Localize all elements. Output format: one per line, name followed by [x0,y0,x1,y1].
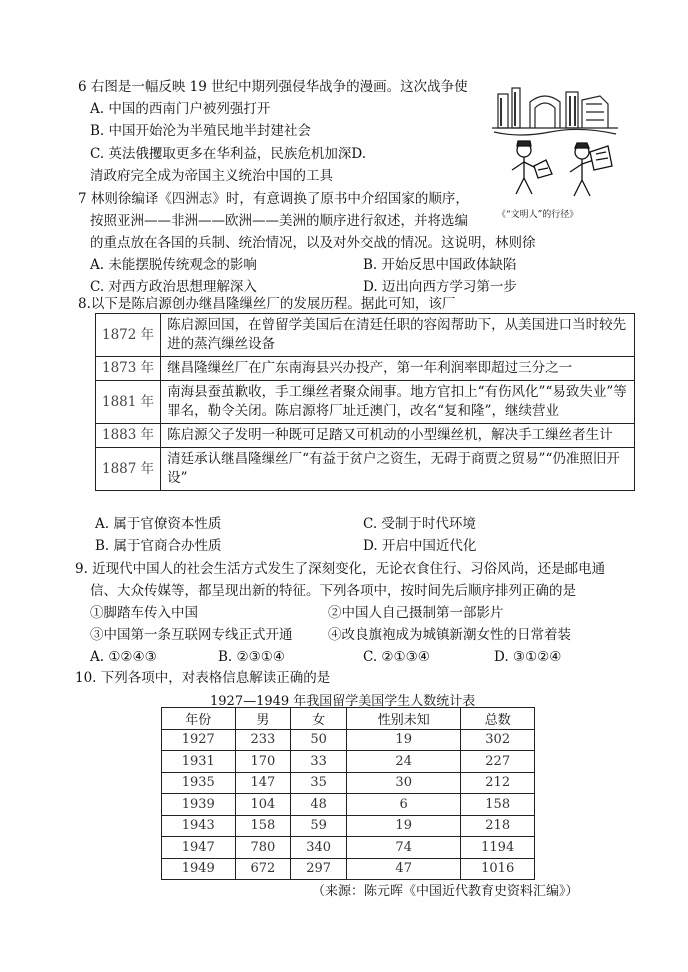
cell-male: 170 [235,751,291,773]
q7-option-a: A. 未能摆脱传统观念的影响 [90,257,257,273]
q9-stem-line1: 9. 近现代中国人的社会生活方式发生了深刻变化，无论衣食住行、习俗风尚，还是邮电通 [75,561,606,577]
cell-total: 212 [461,772,535,794]
cell-total: 1016 [461,858,535,880]
q7-stem-line3: 的重点放在各国的兵制、统治情况，以及对外交战的情况。这说明，林则徐 [90,235,536,251]
timeline-year: 1883 年 [96,424,161,448]
q7-option-d: D. 迈出向西方学习第一步 [363,279,517,295]
timeline-event: 南海县蚕茧歉收，手工缫丝者聚众闹事。地方官扣上“有伤风化”“易致失业”等罪名，勒令关闭。陈启源将厂址迁澳门，改名“复和隆”，继续营业 [161,381,635,424]
q6-stem: 6 右图是一幅反映 19 世纪中期列强侵华战争的漫画。这次战争使 [78,79,468,95]
cell-total: 302 [461,729,535,751]
table-title: 1927—1949 年我国留学美国学生人数统计表 [210,694,476,709]
timeline-year: 1881 年 [96,381,161,424]
q7-stem-line1: 7 林则徐编译《四洲志》时，有意调换了原书中介绍国家的顺序， [78,191,469,207]
cell-female: 48 [291,794,347,816]
q8-timeline-table [95,313,635,491]
cell-male: 672 [235,858,291,880]
column-header: 男 [235,708,291,730]
q8-option-b: B. 属于官商合办性质 [95,538,222,554]
table-row [162,772,535,794]
timeline-year: 1887 年 [96,448,161,491]
cell-female: 297 [291,858,347,880]
timeline-year: 1873 年 [96,357,161,381]
q7-stem-line2: 按照亚洲——非洲——欧洲——美洲的顺序进行叙述，并将选编 [90,213,468,229]
column-header: 总数 [461,708,535,730]
cell-male: 147 [235,772,291,794]
table-row [96,424,635,448]
q6-option-d: 清政府完全成为帝国主义统治中国的工具 [90,168,333,184]
cell-total: 158 [461,794,535,816]
table-header-row [162,708,535,730]
column-header: 年份 [162,708,236,730]
students-stats-table [161,707,535,880]
q8-option-d: D. 开启中国近代化 [363,538,477,554]
table-row [162,794,535,816]
timeline-event: 清廷承认继昌隆缫丝厂“有益于贫户之资生，无碍于商贾之贸易”“仍准照旧开设” [161,448,635,491]
cell-female: 33 [291,751,347,773]
column-header: 女 [291,708,347,730]
q6-option-a: A. 中国的西南门户被列强打开 [90,101,271,117]
column-header: 性别未知 [347,708,461,730]
table-row [96,357,635,381]
table-row [96,381,635,424]
q9-option-b: B. ②③①④ [218,649,285,665]
q9-item-2: ②中国人自己摄制第一部影片 [328,605,504,621]
q9-item-4: ④改良旗袍成为城镇新潮女性的日常着装 [328,627,571,643]
table-row [162,729,535,751]
q8-stem: 8.以下是陈启源创办继昌隆缫丝厂的发展历程。据此可知，该厂 [78,296,456,312]
cell-female: 59 [291,815,347,837]
cell-total: 1194 [461,837,535,859]
timeline-event: 继昌隆缫丝厂在广东南海县兴办投产，第一年利润率即超过三分之一 [161,357,635,381]
q9-option-c: C. ②①③④ [363,649,430,665]
cell-year: 1935 [162,772,236,794]
cell-male: 104 [235,794,291,816]
cell-total: 218 [461,815,535,837]
table-row [162,858,535,880]
cell-male: 158 [235,815,291,837]
timeline-event: 陈启源回国，在曾留学美国后在清廷任职的容闳帮助下，从美国进口当时较先进的蒸汽缫丝设备 [161,314,635,357]
cell-total: 227 [461,751,535,773]
table-row [162,751,535,773]
cartoon-illustration [490,82,620,200]
timeline-year: 1872 年 [96,314,161,357]
cell-unknown: 47 [347,858,461,880]
q9-option-d: D. ③①②④ [494,649,562,665]
q6-option-c: C. 英法俄攫取更多在华利益，民族危机加深D. [90,146,367,162]
cell-year: 1927 [162,729,236,751]
q9-item-3: ③中国第一条互联网专线正式开通 [90,627,293,643]
cell-unknown: 74 [347,837,461,859]
table-source: （来源：陈元晖《中国近代教育史资料汇编》） [312,884,579,899]
cell-male: 780 [235,837,291,859]
cell-unknown: 19 [347,729,461,751]
timeline-event: 陈启源父子发明一种既可足踏又可机动的小型缫丝机，解决手工缫丝者生计 [161,424,635,448]
cell-male: 233 [235,729,291,751]
q7-option-c: C. 对西方政治思想理解深入 [90,279,257,295]
q8-option-a: A. 属于官僚资本性质 [95,516,222,532]
q10-stem: 10. 下列各项中，对表格信息解读正确的是 [75,670,331,686]
table-row [162,815,535,837]
cell-year: 1939 [162,794,236,816]
cartoon-caption: 《“文明人”的行径》 [497,210,579,220]
table-row [96,314,635,357]
cell-unknown: 30 [347,772,461,794]
q9-stem-line2: 信、大众传媒等，都呈现出新的特征。下列各项中，按时间先后顺序排列正确的是 [90,583,576,599]
cell-year: 1943 [162,815,236,837]
q8-option-c: C. 受制于时代环境 [363,516,476,532]
cell-year: 1947 [162,837,236,859]
cell-female: 35 [291,772,347,794]
cell-female: 340 [291,837,347,859]
q7-option-b: B. 开始反思中国政体缺陷 [363,257,517,273]
q9-item-1: ①脚踏车传入中国 [90,605,198,621]
q9-option-a: A. ①②④③ [90,649,157,665]
cell-year: 1949 [162,858,236,880]
q6-option-b: B. 中国开始沦为半殖民地半封建社会 [90,123,312,139]
table-row [96,448,635,491]
table-row [162,837,535,859]
cell-year: 1931 [162,751,236,773]
cell-unknown: 24 [347,751,461,773]
cell-female: 50 [291,729,347,751]
cell-unknown: 19 [347,815,461,837]
cell-unknown: 6 [347,794,461,816]
